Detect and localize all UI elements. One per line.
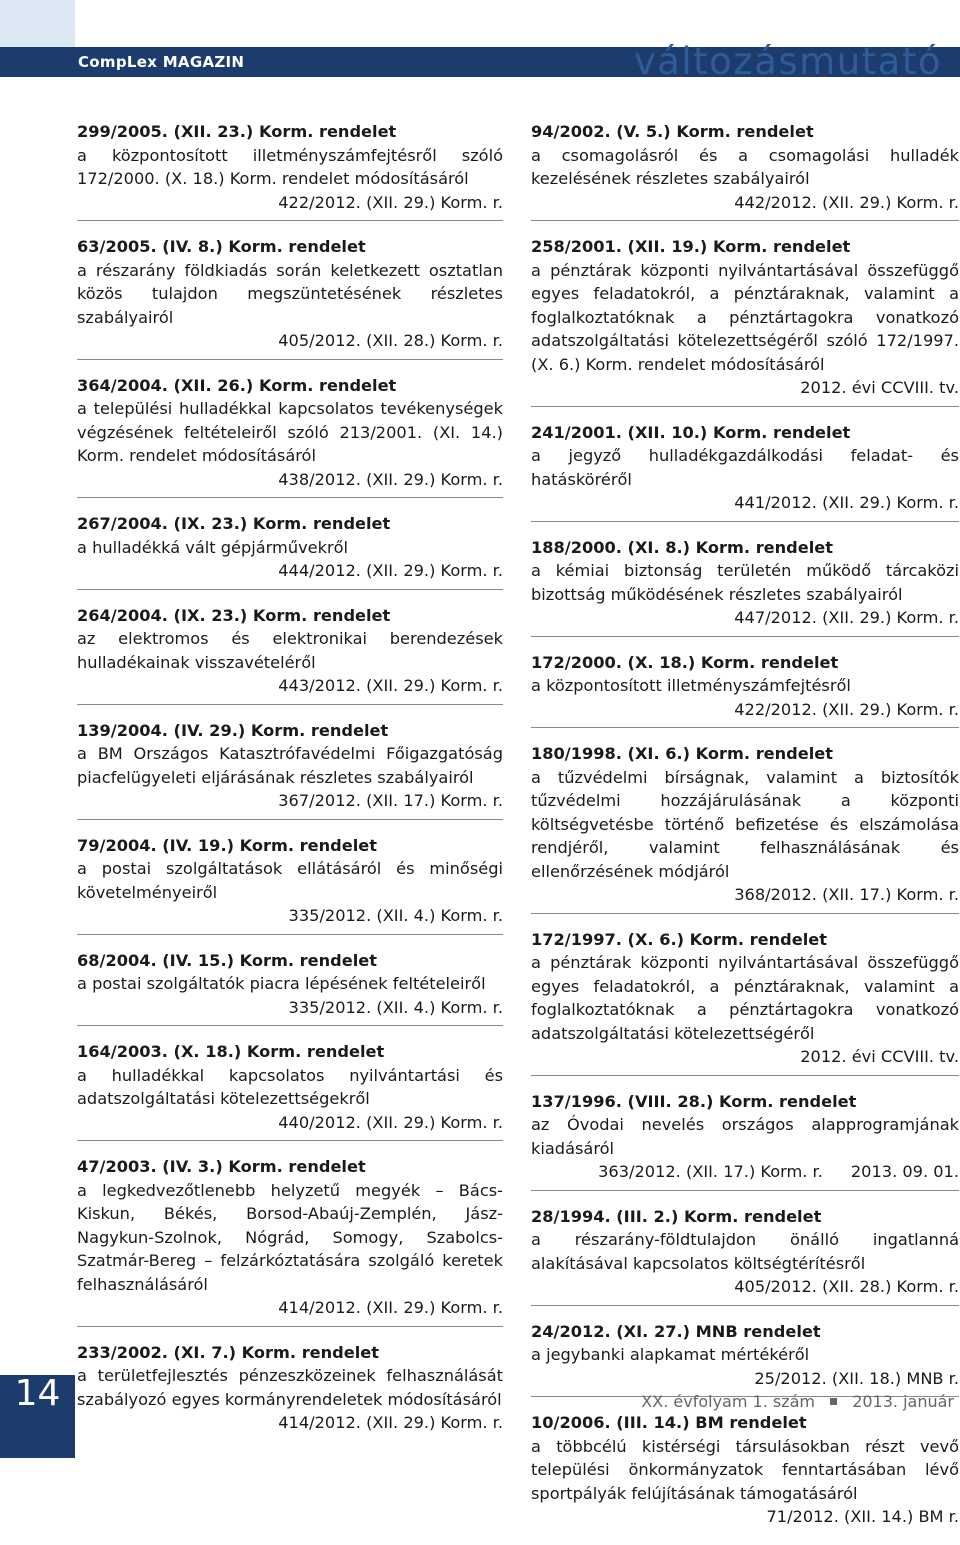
list-item xyxy=(77,1337,503,1441)
entry-reference: 422/2012. (XII. 29.) Korm. r. xyxy=(734,699,959,719)
entry-number: 188/2000. (XI. 8.) Korm. rendelet xyxy=(531,537,834,557)
entry-number: 47/2003. (IV. 3.) Korm. rendelet xyxy=(77,1157,366,1176)
entry-number: 139/2004. (IV. 29.) Korm. rendelet xyxy=(77,720,389,740)
entry-reference: 405/2012. (XII. 28.) Korm. r. xyxy=(278,331,503,350)
list-item xyxy=(77,508,503,590)
entry-effective-date: 2013. 09. 01. xyxy=(850,1162,959,1181)
list-item xyxy=(531,116,959,221)
entry-description: a legkedvezőtlenebb helyzetű megyék – Bács-Kiskun, Békés, Borsod-Abaúj-Zemplén, Jász-Nagykun-Szolnok, Nógrád, Somogy, Szabolcs-Szatmár-Bereg – felzárkóztatására szolgáló keretek felhasználásáról xyxy=(77,1180,503,1294)
list-item xyxy=(77,1151,503,1327)
entry-description: az Óvodai nevelés országos alapprogramjának kiadásáról xyxy=(531,1115,959,1158)
entry-description: a pénztárak központi nyilvántartásával összefüggő egyes feladatokról, a pénztáraknak, valamint a foglalkoztatóknak a pénztártagokra vonatkozó adatszolgáltatási kötelezettségéről xyxy=(531,953,959,1043)
list-item xyxy=(77,600,503,705)
entry-description: az elektromos és elektronikai berendezések hulladékainak visszavételéről xyxy=(77,629,503,672)
entry-number: 258/2001. (XII. 19.) Korm. rendelet xyxy=(531,237,851,256)
entry-description: a központosított illetményszámfejtésről xyxy=(531,676,851,695)
entry-reference: 443/2012. (XII. 29.) Korm. r. xyxy=(278,676,503,695)
entry-number: 267/2004. (IX. 23.) Korm. rendelet xyxy=(77,514,391,533)
entry-reference: 414/2012. (XII. 29.) Korm. r. xyxy=(278,1298,503,1317)
left-column xyxy=(77,116,503,1451)
entry-description: a tűzvédelmi bírságnak, valamint a biztosítók tűzvédelmi hozzájárulásának a központi költségvetésbe történő befizetése és elszámolása rendjéről, valamint felhasználásának és ellenőrzésének módjáról xyxy=(531,767,959,881)
list-item xyxy=(531,924,959,1076)
entry-number: 180/1998. (XI. 6.) Korm. rendelet xyxy=(531,744,834,763)
list-item xyxy=(531,647,959,729)
entry-number: 24/2012. (XI. 27.) MNB rendelet xyxy=(531,1321,821,1341)
entry-description: a hulladékkal kapcsolatos nyilvántartási és adatszolgáltatási kötelezettségekről xyxy=(77,1065,503,1108)
entry-reference: 367/2012. (XII. 17.) Korm. r. xyxy=(278,791,503,810)
entry-description: a jegyző hulladékgazdálkodási feladat- és hatásköréről xyxy=(531,446,959,489)
entry-description: a területfejlesztés pénzeszközeinek felhasználását szabályozó egyes kormányrendeletek módosításáról xyxy=(77,1366,503,1409)
list-item xyxy=(77,945,503,1027)
list-item xyxy=(531,1086,959,1191)
entry-reference: 71/2012. (XII. 14.) BM r. xyxy=(766,1507,959,1526)
entry-reference: 422/2012. (XII. 29.) Korm. r. xyxy=(278,192,503,212)
corner-decoration xyxy=(0,0,75,47)
entry-description: a csomagolásról és a csomagolási hulladék kezelésének részletes szabályairól xyxy=(531,145,959,188)
entry-description: a pénztárak központi nyilvántartásával összefüggő egyes feladatokról, a pénztáraknak, valamint a foglalkoztatóknak a pénztártagokra vonatkozó adatszolgáltatási kötelezettségéről szóló 172/1997. (X. 6.) Korm. rendelet módosításáról xyxy=(531,260,959,374)
entry-number: 10/2006. (III. 14.) BM rendelet xyxy=(531,1413,807,1432)
list-item xyxy=(77,370,503,499)
entry-description: a részarány földkiadás során keletkezett osztatlan közös tulajdon megszüntetésének részletes szabályairól xyxy=(77,260,503,327)
entry-reference: 442/2012. (XII. 29.) Korm. r. xyxy=(734,192,959,212)
list-item xyxy=(77,715,503,820)
entry-description: a központosított illetményszámfejtésről szóló 172/2000. (X. 18.) Korm. rendelet módosításáról xyxy=(77,145,503,188)
entry-number: 172/2000. (X. 18.) Korm. rendelet xyxy=(531,652,839,672)
right-column xyxy=(531,116,959,1545)
entry-reference: 363/2012. (XII. 17.) Korm. r. xyxy=(598,1162,823,1181)
list-item xyxy=(531,532,959,637)
footer-issue xyxy=(641,1391,954,1413)
list-item xyxy=(77,1036,503,1141)
entry-number: 364/2004. (XII. 26.) Korm. rendelet xyxy=(77,375,397,395)
entry-description: a kémiai biztonság területén működő tárcaközi bizottság működésének részletes szabályairól xyxy=(531,561,959,604)
entry-reference: 405/2012. (XII. 28.) Korm. r. xyxy=(734,1277,959,1296)
magazine-title: CompLex MAGAZIN xyxy=(78,53,245,71)
entry-reference: 335/2012. (XII. 4.) Korm. r. xyxy=(288,906,503,925)
entry-reference: 414/2012. (XII. 29.) Korm. r. xyxy=(278,1413,503,1432)
entry-reference: 440/2012. (XII. 29.) Korm. r. xyxy=(278,1112,503,1132)
list-item xyxy=(531,1201,959,1306)
entry-reference: 2012. évi CCVIII. tv. xyxy=(800,378,959,397)
entry-number: 164/2003. (X. 18.) Korm. rendelet xyxy=(77,1042,385,1061)
entry-description: a jegybanki alapkamat mértékéről xyxy=(531,1345,810,1364)
entry-number: 79/2004. (IV. 19.) Korm. rendelet xyxy=(77,835,377,855)
entry-reference: 25/2012. (XII. 18.) MNB r. xyxy=(754,1368,959,1388)
section-title: változásmutató xyxy=(633,40,942,83)
list-item xyxy=(531,738,959,914)
footer-volume: XX. évfolyam 1. szám xyxy=(641,1392,815,1411)
entry-description: a postai szolgáltatók piacra lépésének feltételeiről xyxy=(77,974,486,993)
list-item xyxy=(531,1316,959,1398)
list-item xyxy=(531,417,959,522)
footer-date: 2013. január xyxy=(852,1392,954,1411)
entry-reference: 2012. évi CCVIII. tv. xyxy=(800,1047,959,1066)
entry-number: 137/1996. (VIII. 28.) Korm. rendelet xyxy=(531,1091,857,1111)
entry-description: a hulladékká vált gépjárművekről xyxy=(77,537,349,557)
entry-reference: 444/2012. (XII. 29.) Korm. r. xyxy=(278,561,503,580)
list-item xyxy=(531,231,959,407)
entry-number: 63/2005. (IV. 8.) Korm. rendelet xyxy=(77,237,366,256)
entry-description: a postai szolgáltatások ellátásáról és minőségi követelményeiről xyxy=(77,859,503,902)
entry-number: 299/2005. (XII. 23.) Korm. rendelet xyxy=(77,122,397,141)
entry-reference: 368/2012. (XII. 17.) Korm. r. xyxy=(734,885,959,904)
entry-reference: 438/2012. (XII. 29.) Korm. r. xyxy=(278,469,503,489)
entry-reference-row xyxy=(531,1160,959,1184)
list-item xyxy=(77,116,503,221)
entry-reference: 441/2012. (XII. 29.) Korm. r. xyxy=(734,493,959,512)
entry-number: 264/2004. (IX. 23.) Korm. rendelet xyxy=(77,605,391,625)
list-item xyxy=(531,1407,959,1535)
entry-number: 68/2004. (IV. 15.) Korm. rendelet xyxy=(77,950,377,970)
entry-number: 172/1997. (X. 6.) Korm. rendelet xyxy=(531,929,827,949)
entry-number: 94/2002. (V. 5.) Korm. rendelet xyxy=(531,122,814,141)
page-number: 14 xyxy=(14,1373,61,1414)
entry-number: 241/2001. (XII. 10.) Korm. rendelet xyxy=(531,422,851,442)
entry-number: 233/2002. (XI. 7.) Korm. rendelet xyxy=(77,1342,380,1362)
entry-reference: 335/2012. (XII. 4.) Korm. r. xyxy=(288,997,503,1017)
entry-number: 28/1994. (III. 2.) Korm. rendelet xyxy=(531,1206,822,1226)
entry-description: a többcélú kistérségi társulásokban részt vevő települési önkormányzatok fenntartásában lévő sportpályák felújításának támogatásáról xyxy=(531,1436,959,1503)
entry-description: a települési hulladékkal kapcsolatos tevékenységek végzésének feltételeiről szóló 213/2001. (XI. 14.) Korm. rendelet módosításáról xyxy=(77,399,503,465)
entry-description: a BM Országos Katasztrófavédelmi Főigazgatóság piacfelügyeleti eljárásának részletes szabályairól xyxy=(77,744,503,787)
entry-reference: 447/2012. (XII. 29.) Korm. r. xyxy=(734,608,959,627)
square-bullet-icon xyxy=(830,1398,837,1405)
list-item xyxy=(77,231,503,360)
entry-description: a részarány-földtulajdon önálló ingatlanná alakításával kapcsolatos költségtérítésről xyxy=(531,1230,959,1273)
list-item xyxy=(77,830,503,935)
